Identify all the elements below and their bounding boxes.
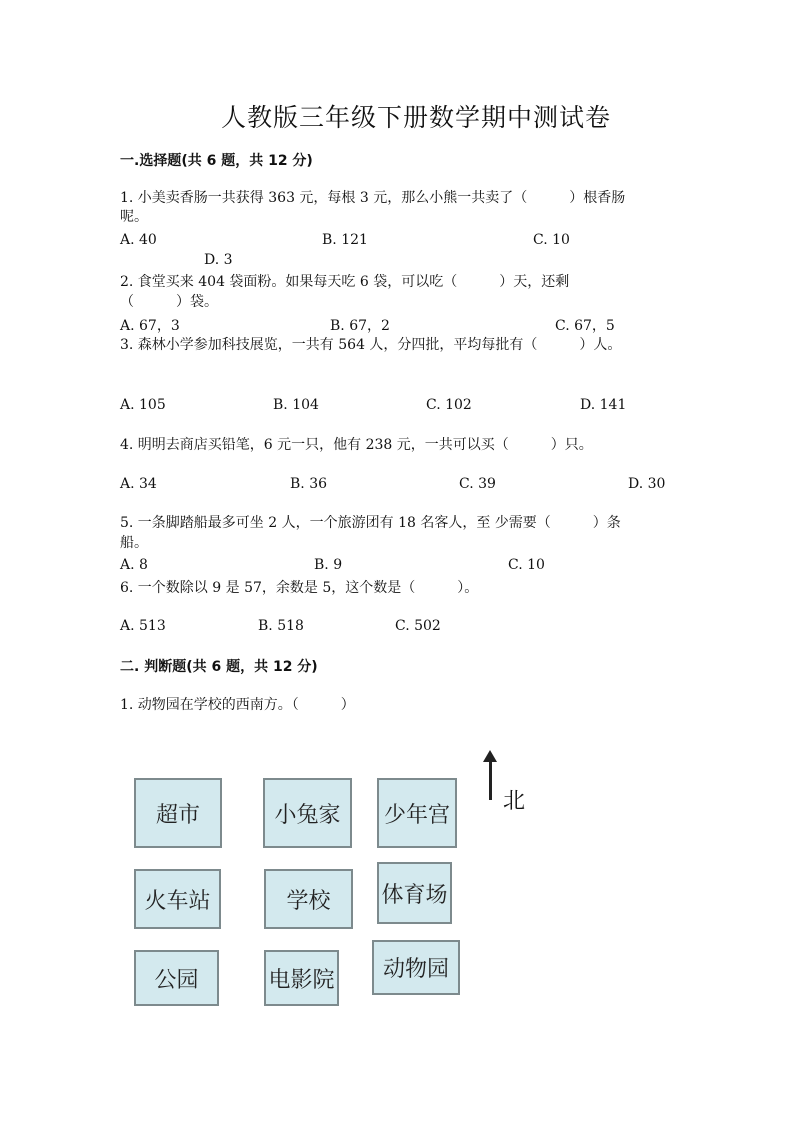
map-place-train-station: 火车站: [134, 869, 221, 929]
question-5-option-b[interactable]: B. 9: [314, 557, 343, 573]
question-1-option-c[interactable]: C. 10: [533, 232, 570, 248]
question-1-option-a[interactable]: A. 40: [120, 232, 157, 248]
map-place-youth-palace: 少年宫: [377, 778, 457, 848]
question-4-line1: 4. 明明去商店买铅笔，6 元一只，他有 238 元，一共可以买（ ）只。: [120, 437, 593, 453]
question-4-option-c[interactable]: C. 39: [459, 476, 496, 492]
question-3-option-c[interactable]: C. 102: [426, 397, 472, 413]
north-arrow-shaft: [489, 758, 492, 800]
question-3-option-b[interactable]: B. 104: [273, 397, 319, 413]
question-3-option-d[interactable]: D. 141: [580, 397, 627, 413]
section-heading-judgement: 二. 判断题(共 6 题，共 12 分): [120, 659, 318, 675]
question-1-option-d[interactable]: D. 3: [204, 252, 233, 268]
map-place-park: 公园: [134, 950, 219, 1006]
question-5-line2: 船。: [120, 535, 148, 551]
map-place-stadium: 体育场: [377, 862, 452, 924]
question-2-option-a[interactable]: A. 67，3: [120, 318, 180, 334]
question-6-option-b[interactable]: B. 518: [258, 618, 304, 634]
question-3-line1: 3. 森林小学参加科技展览，一共有 564 人，分四批，平均每批有（ ）人。: [120, 337, 622, 353]
question-4-option-b[interactable]: B. 36: [290, 476, 328, 492]
question-5-option-a[interactable]: A. 8: [120, 557, 148, 573]
section-heading-choice: 一.选择题(共 6 题，共 12 分): [120, 153, 313, 169]
question-5-option-c[interactable]: C. 10: [508, 557, 545, 573]
question-6-option-a[interactable]: A. 513: [120, 618, 166, 634]
north-label: 北: [503, 789, 526, 814]
question-1-line2: 呢。: [120, 209, 148, 225]
question-1-line1: 1. 小美卖香肠一共获得 363 元，每根 3 元，那么小熊一共卖了（ ）根香肠: [120, 190, 626, 206]
question-1-option-b[interactable]: B. 121: [322, 232, 368, 248]
judgement-question-1: 1. 动物园在学校的西南方。（ ）: [120, 697, 355, 713]
map-place-rabbit-home: 小兔家: [263, 778, 352, 848]
map-place-cinema: 电影院: [264, 950, 339, 1006]
question-6-line1: 6. 一个数除以 9 是 57，余数是 5，这个数是（ ）。: [120, 580, 479, 596]
question-3-option-a[interactable]: A. 105: [120, 397, 166, 413]
map-place-zoo: 动物园: [372, 940, 460, 995]
map-place-school: 学校: [264, 869, 353, 929]
question-2-line2: （ ）袋。: [120, 294, 218, 310]
question-2-option-b[interactable]: B. 67，2: [330, 318, 390, 334]
question-4-option-a[interactable]: A. 34: [120, 476, 157, 492]
question-2-option-c[interactable]: C. 67，5: [555, 318, 615, 334]
question-5-line1: 5. 一条脚踏船最多可坐 2 人，一个旅游团有 18 名客人，至 少需要（ ）条: [120, 515, 621, 531]
question-4-option-d[interactable]: D. 30: [628, 476, 666, 492]
question-6-option-c[interactable]: C. 502: [395, 618, 441, 634]
page-title: 人教版三年级下册数学期中测试卷: [221, 103, 612, 132]
question-2-line1: 2. 食堂买来 404 袋面粉。如果每天吃 6 袋，可以吃（ ）天，还剩: [120, 274, 570, 290]
map-place-supermarket: 超市: [134, 778, 222, 848]
